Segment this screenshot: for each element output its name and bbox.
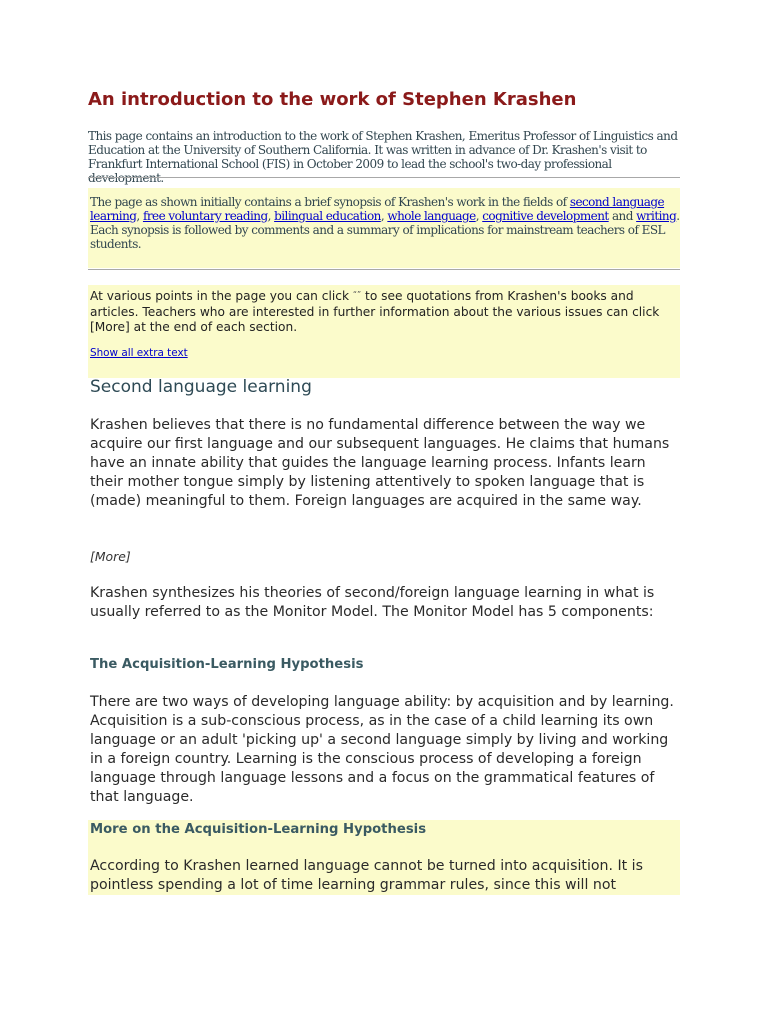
info-box bbox=[88, 285, 680, 378]
show-all-extra-text-link[interactable]: Show all extra text bbox=[90, 347, 188, 359]
more-box bbox=[88, 820, 680, 895]
info-text-end: to see quotations from Krashen's books and articles. Teachers who are interested in further information about the various issues can click [More] at the end of each section. bbox=[90, 289, 660, 334]
more-paragraph: According to Krashen learned language cannot be turned into acquisition. It is pointless spending a lot of time learning grammar rules, since this will not bbox=[90, 858, 643, 893]
separator: , bbox=[380, 209, 388, 223]
separator: , bbox=[267, 209, 275, 223]
divider bbox=[88, 177, 680, 178]
link-cognitive-development[interactable]: cognitive development bbox=[482, 209, 609, 223]
separator: , bbox=[475, 209, 483, 223]
section-paragraph: Krashen synthesizes his theories of second/foreign language learning in what is usually referred to as the Monitor Model. The Monitor Model has 5 components: bbox=[90, 585, 655, 620]
link-writing[interactable]: writing bbox=[636, 209, 677, 223]
info-paragraph bbox=[90, 287, 678, 336]
subheading-more-on-acquisition-learning: More on the Acquisition-Learning Hypothesis bbox=[90, 822, 427, 837]
page-title: An introduction to the work of Stephen Krashen bbox=[88, 89, 577, 110]
separator: , bbox=[136, 209, 143, 223]
section-heading-second-language-learning: Second language learning bbox=[90, 377, 312, 397]
section-paragraph: There are two ways of developing language ability: by acquisition and by learning. Acquisition is a sub-conscious process, as in the case of a child learning its own language or an adult 'picking up' a second language simply by living and working in a foreign country. Learning is the conscious process of developing a foreign language through language lessons and a focus on the grammatical features of that language. bbox=[90, 694, 674, 805]
synopsis-intro-text: The page as shown initially contains a brief synopsis of Krashen's work in the fields of bbox=[90, 195, 570, 209]
synopsis-box bbox=[88, 188, 680, 268]
subheading-acquisition-learning-hypothesis: The Acquisition-Learning Hypothesis bbox=[90, 657, 364, 672]
more-link[interactable]: [More] bbox=[90, 549, 131, 564]
link-whole-language[interactable]: whole language bbox=[387, 209, 476, 223]
synopsis-outro-text: . Each synopsis is followed by comments and a summary of implications for mainstream teachers of ESL students. bbox=[90, 209, 680, 251]
synopsis-paragraph bbox=[90, 195, 680, 251]
section-paragraph: Krashen believes that there is no fundamental difference between the way we acquire our first language and our subsequent languages. He claims that humans have an innate ability that guides the language learning process. Infants learn their mother tongue simply by listening attentively to spoken language that is (made) meaningful to them. Foreign languages are acquired in the same way. bbox=[90, 417, 670, 509]
link-free-voluntary-reading[interactable]: free voluntary reading bbox=[142, 209, 268, 223]
and-text: and bbox=[608, 209, 637, 223]
info-text-start: At various points in the page you can click bbox=[90, 289, 353, 303]
quotation-icon[interactable]: “” bbox=[352, 290, 362, 299]
intro-paragraph: This page contains an introduction to the work of Stephen Krashen, Emeritus Professor of Linguistics and Education at the University of Southern California. It was written in advance of Dr. Krashen's visit to Frankfurt International School (FIS) in October 2009 to lead the school's two-day professional development. bbox=[88, 129, 678, 185]
link-second-language-learning[interactable]: second language learning bbox=[90, 195, 665, 223]
link-bilingual-education[interactable]: bilingual education bbox=[274, 209, 381, 223]
divider bbox=[88, 269, 680, 270]
